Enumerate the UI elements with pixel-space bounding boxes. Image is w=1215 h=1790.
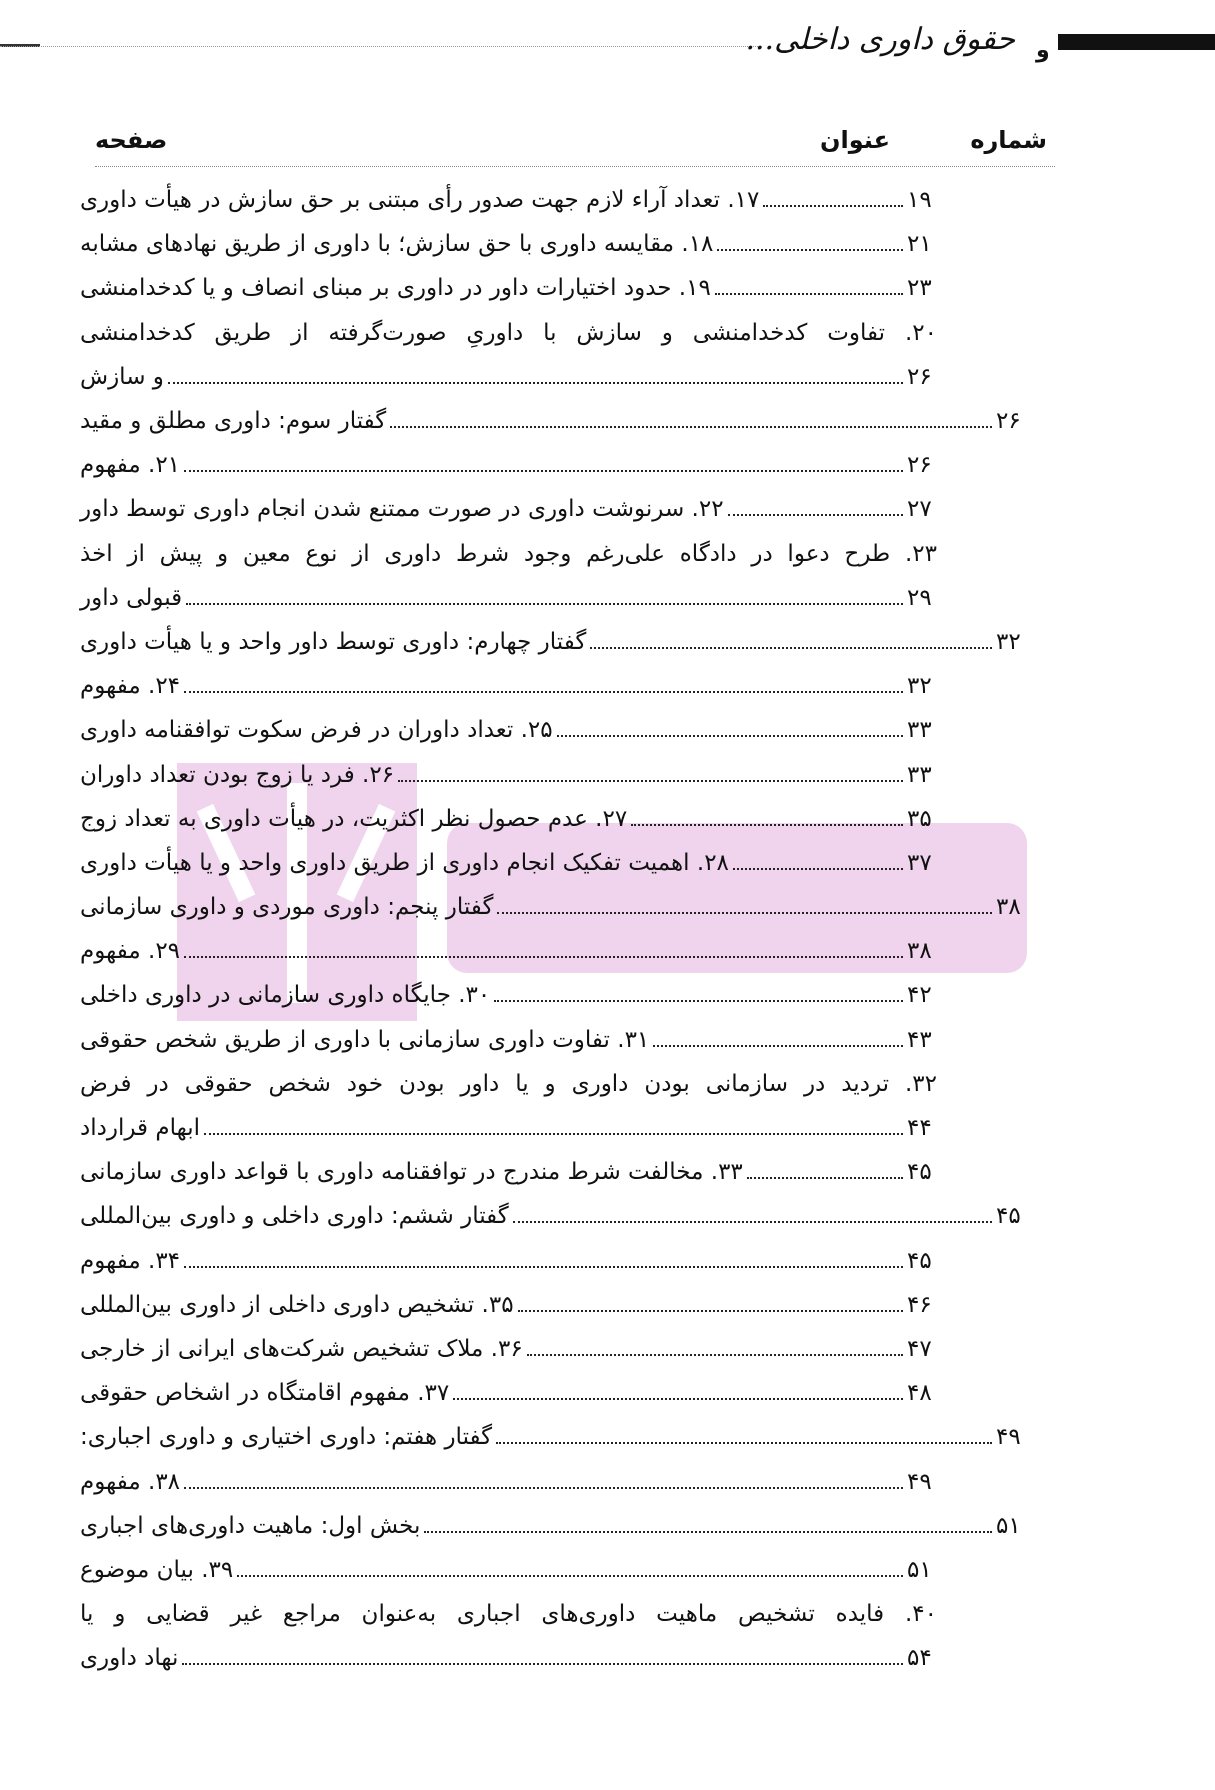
toc-entry [80,664,1056,708]
toc-entry [80,1062,1056,1106]
toc-entry [80,1283,1056,1327]
dot-leader [557,735,903,737]
entry-title: ۲۵. تعداد داوران در فرض سکوت توافقنامه داوری [80,717,553,744]
dot-leader [728,514,903,516]
entry-title: نهاد داوری [80,1645,179,1672]
dot-leader [518,1310,903,1312]
dot-leader [453,1398,903,1400]
entry-title: ۲۸. اهمیت تفکیک انجام داوری از طریق داوری واحد و یا هیأت داوری [80,849,729,876]
toc-entry [80,752,1056,796]
entry-title: گفتار ششم: داوری داخلی و داوری بین‌المللی [80,1203,509,1230]
entry-page: ۵۱ [996,1512,1021,1539]
entry-title: گفتار پنجم: داوری موردی و داوری سازمانی [80,894,494,921]
entry-title: ۳۰. جایگاه داوری سازمانی در داوری داخلی [80,982,491,1009]
dot-leader [763,205,903,207]
toc-entry [80,973,1056,1017]
dot-leader [168,382,903,384]
toc-entry [80,266,1056,310]
entry-title: ابهام قرارداد [80,1115,201,1142]
running-header-title: حقوق داوری داخلی... [745,22,1015,57]
toc-entry [80,1150,1056,1194]
toc-entry [80,576,1056,620]
entry-title: گفتار سوم: داوری مطلق و مقید [80,408,387,435]
entry-page: ۲۳ [907,275,932,302]
entry-page: ۳۵ [907,805,932,832]
toc-entry [80,532,1056,576]
toc-heading [80,1415,1056,1459]
column-header-number: شماره [970,126,1047,154]
toc-heading [80,1194,1056,1238]
entry-title: ۲۴. مفهوم [80,673,181,700]
entry-page: ۴۹ [996,1424,1021,1451]
dot-leader [184,1487,903,1489]
dot-leader [182,1663,903,1665]
column-header-title: عنوان [820,126,890,154]
toc-entry [80,929,1056,973]
dot-leader [631,824,903,826]
dot-leader [186,603,903,605]
entry-page: ۵۱ [907,1556,932,1583]
entry-title: ۳۷. مفهوم اقامتگاه در اشخاص حقوقی [80,1380,450,1407]
toc-entry [80,1371,1056,1415]
entry-page: ۴۳ [907,1026,932,1053]
toc-entry [80,1592,1056,1636]
entry-title: ۱۹. حدود اختیارات داور در داوری بر مبنای انصاف و یا کدخدامنشی [80,275,711,302]
entry-title: ۳۱. تفاوت داوری سازمانی با داوری از طریق شخص حقوقی [80,1026,650,1053]
entry-title: ۳۶. ملاک تشخیص شرکت‌های ایرانی از خارجی [80,1335,523,1362]
dot-leader [184,691,903,693]
dot-leader [717,249,903,251]
toc-heading [80,399,1056,443]
entry-page: ۴۸ [907,1380,932,1407]
entry-title: ۲۷. عدم حصول نظر اکثریت، در هیأت داوری به تعداد زوج [80,805,628,832]
entry-title: ۲۹. مفهوم [80,938,181,965]
dot-leader [390,426,992,428]
entry-title: ۳۳. مخالفت شرط مندرج در توافقنامه داوری با قواعد داوری سازمانی [80,1159,743,1186]
header-rule [0,46,760,47]
toc-entry [80,355,1056,399]
entry-page: ۴۵ [907,1247,932,1274]
dot-leader [715,293,903,295]
entry-title: قبولی داور [80,584,183,611]
toc-entry [80,1018,1056,1062]
dot-leader [424,1531,992,1533]
entry-page: ۱۹ [907,187,932,214]
toc-entry [80,1106,1056,1150]
entry-title: ۴۰. فایده تشخیص ماهیت داوری‌های اجباری به‌عنوان مراجع غیر قضایی و یا [80,1601,937,1628]
entry-page: ۵۴ [907,1645,932,1672]
toc-heading [80,885,1056,929]
entry-page: ۴۴ [907,1115,932,1142]
toc-heading [80,1504,1056,1548]
entry-title: ۲۱. مفهوم [80,452,181,479]
entry-page: ۲۹ [907,584,932,611]
dot-leader [527,1354,903,1356]
entry-title: ۳۲. تردید در سازمانی بودن داوری و یا داور بودن خود شخص حقوقی در فرض [80,1070,937,1097]
entry-title: ۳۴. مفهوم [80,1247,181,1274]
dot-leader [184,1266,903,1268]
toc-entry [80,311,1056,355]
toc-entry [80,487,1056,531]
entry-title: ۲۰. تفاوت کدخدامنشی و سازش با داوریِ صورت‌گرفته از طریق کدخدامنشی [80,319,937,346]
toc-entry [80,797,1056,841]
dot-leader [590,647,992,649]
dot-leader [184,956,903,958]
dot-leader [497,912,992,914]
toc-entry [80,222,1056,266]
entry-page: ۳۲ [996,628,1021,655]
dot-leader [398,780,903,782]
entry-title: ۱۸. مقایسه داوری با حق سازش؛ با داوری از طریق نهادهای مشابه [80,231,714,258]
dot-leader [496,1442,992,1444]
column-header-page: صفحه [95,126,168,154]
toc-entry [80,1548,1056,1592]
entry-page: ۲۶ [907,452,932,479]
toc-entry [80,1459,1056,1503]
entry-page: ۲۷ [907,496,932,523]
toc-heading [80,620,1056,664]
toc-entry [80,1239,1056,1283]
entry-title: ۳۵. تشخیص داوری داخلی از داوری بین‌المللی [80,1291,514,1318]
entry-title: گفتار چهارم: داوری توسط داور واحد و یا هیأت داوری [80,628,587,655]
dot-leader [204,1133,903,1135]
entry-page: ۴۹ [907,1468,932,1495]
dot-leader [733,868,903,870]
entry-page: ۳۲ [907,673,932,700]
entry-title: ۲۶. فرد یا زوج بودن تعداد داوران [80,761,395,788]
dot-leader [494,1000,903,1002]
entry-title: ۳۹. بیان موضوع [80,1556,234,1583]
entry-page: ۳۳ [907,717,932,744]
entry-title: و سازش [80,363,164,390]
entry-page: ۳۷ [907,849,932,876]
entry-title: ۲۳. طرح دعوا در دادگاه علی‌رغم وجود شرط داوری از نوع معین و پیش از اخذ [80,540,937,567]
entry-page: ۲۱ [907,231,932,258]
dot-leader [184,470,903,472]
entry-page: ۴۲ [907,982,932,1009]
entry-page: ۴۵ [996,1203,1021,1230]
dot-leader [747,1177,903,1179]
toc-entry [80,1327,1056,1371]
dot-leader [653,1045,903,1047]
table-of-contents [80,178,1056,1680]
entry-title: بخش اول: ماهیت داوری‌های اجباری [80,1512,421,1539]
toc-entry [80,708,1056,752]
entry-page: ۴۵ [907,1159,932,1186]
entry-title: ۳۸. مفهوم [80,1468,181,1495]
entry-page: ۲۶ [907,363,932,390]
entry-title: ۱۷. تعداد آراء لازم جهت صدور رأی مبتنی بر حق سازش در هیأت داوری [80,187,760,214]
column-header-rule [95,166,1055,167]
dot-leader [513,1221,992,1223]
entry-title: ۲۲. سرنوشت داوری در صورت ممتنع شدن انجام داوری توسط داور [80,496,724,523]
entry-page: ۳۳ [907,761,932,788]
entry-page: ۳۸ [907,938,932,965]
header-black-bar [1058,34,1215,50]
entry-page: ۴۶ [907,1291,932,1318]
entry-page: ۴۷ [907,1335,932,1362]
toc-entry [80,841,1056,885]
toc-entry [80,178,1056,222]
entry-page: ۳۸ [996,894,1021,921]
toc-entry [80,443,1056,487]
entry-page: ۲۶ [996,408,1021,435]
running-header-letter: و [1036,38,1050,63]
entry-title: گفتار هفتم: داوری اختیاری و داوری اجباری: [80,1424,493,1451]
toc-entry [80,1636,1056,1680]
dot-leader [237,1575,903,1577]
